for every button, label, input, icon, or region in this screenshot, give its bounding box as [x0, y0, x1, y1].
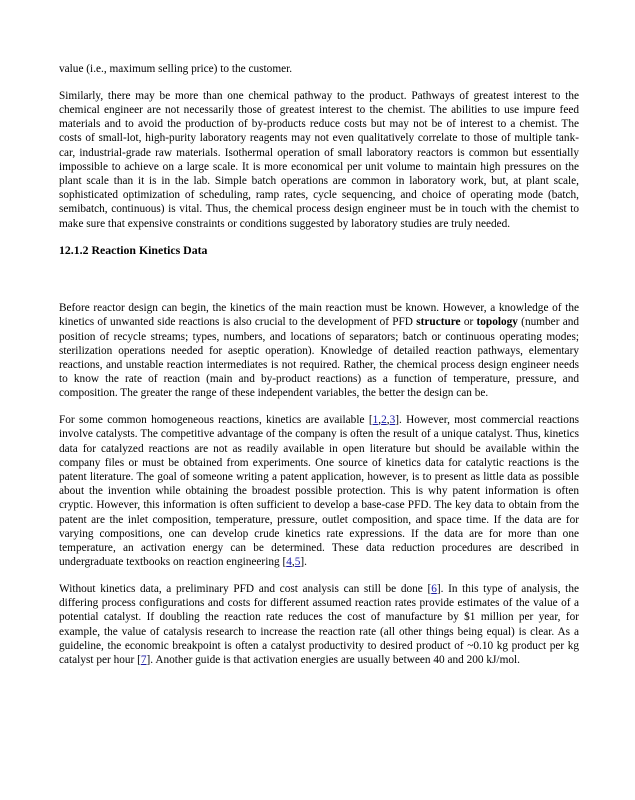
paragraph-kinetics-sources: [59, 413, 579, 569]
bold-term-structure: structure: [416, 316, 461, 329]
text-run: (number and position of recycle streams; types, numbers, and locations of separators; batch or continuous operating modes; sterilization operations needed for aseptic operation). Knowledge of detailed reaction pathways, elementary reactions, and unstable reaction intermediates is not required. Rather, the chemical process design engineer needs to know the rate of reaction (main and by-product reactions) as a function of temperature, pressure, and composition. The greater the range of these independent variables, the better the design can be.: [59, 316, 580, 400]
paragraph-continuation: value (i.e., maximum selling price) to the customer.: [59, 63, 293, 75]
reference-link-5[interactable]: 5: [294, 556, 301, 569]
text-run: ].: [300, 556, 307, 569]
text-run: ]. However, most commercial reactions involve catalysts. The competitive advantage of the company is often the result of a unique catalyst. Thus, kinetics data for catalyzed reactions are not as readily available in open literature but should be available within the company files or must be obtained from experiments. One source of kinetics data for catalytic reactions is the patent literature. The goal of someone writing a patent application, however, is to present as little data as possible about the invention while obtaining the broadest possible protection. This is why patent information is often cryptic. However, this information is often sufficient to develop a base-case PFD. The key data to obtain from the patent are the inlet composition, temperature, pressure, outlet composition, and space time. If the data are for varying compositions, one can develop crude kinetics rate expressions. If the data are for more than one temperature, an activation energy can be determined. These data reduction procedures are described in undergraduate textbooks on reaction engineering [: [59, 414, 579, 569]
text-run: ]. Another guide is that activation energies are usually between 40 and 200 kJ/mol.: [146, 653, 520, 666]
text-run: For some common homogeneous reactions, kinetics are available [: [59, 414, 373, 427]
reference-link-6[interactable]: 6: [431, 582, 437, 595]
reference-link-2[interactable]: 2: [381, 414, 387, 427]
document-page: [59, 62, 579, 680]
text-run: Without kinetics data, a preliminary PFD and cost analysis can still be done [: [59, 582, 432, 595]
text-run: ]. In this type of analysis, the differing process configurations and costs for different assumed reaction rates provide estimates of the value of a potential catalyst. If doubling the reaction rate reduces the cost of manufacture by $1 million per year, for example, the value of catalysis research to increase the reaction rate (all other things being equal) is clear. As a guideline, the economic breakpoint is often a catalyst productivity to desired product of ~0.10 kg product per kg catalyst per hour [: [59, 582, 579, 666]
text-run: or: [460, 316, 477, 329]
reference-link-3[interactable]: 3: [389, 414, 396, 427]
text-run: ,: [386, 414, 390, 427]
text-run: ,: [378, 414, 382, 427]
paragraph-kinetics-intro: [59, 301, 579, 400]
reference-link-7[interactable]: 7: [140, 653, 147, 666]
paragraph-without-kinetics: [59, 582, 579, 667]
reference-link-1[interactable]: 1: [372, 414, 379, 427]
text-run: Before reactor design can begin, the kinetics of the main reaction must be known. However, a knowledge of the kinetics of unwanted side reactions is also crucial to the development of PFD: [59, 302, 579, 329]
section-heading: 12.1.2 Reaction Kinetics Data: [59, 243, 208, 258]
paragraph-chemical-pathways: Similarly, there may be more than one chemical pathway to the product. Pathways of greatest interest to the chemical engineer are not necessarily those of greatest interest to the chemist. The abilities to use impure feed materials and to avoid the production of by-products reduce costs but may not be of interest to a chemist. The costs of small-lot, high-purity laboratory reagents may not even qualitatively correlate to those of multiple tank-car, industrial-grade raw materials. Isothermal operation of small laboratory reactors is common but essentially impossible to achieve on a large scale. It is more economical per unit volume to maintain high pressures on the plant scale than it is in the lab. Simple batch operations are common in laboratory work, but, at plant scale, sophisticated optimization of scheduling, ramp rates, cycle sequencing, and choice of operating mode (batch, semibatch, continuous) is vital. Thus, the chemical process design engineer must be in touch with the chemist to make sure that expensive constraints or conditions suggested by laboratory studies are truly needed.: [59, 89, 579, 230]
bold-term-topology: topology: [476, 316, 518, 329]
text-run: ,: [291, 556, 295, 569]
reference-link-4[interactable]: 4: [286, 556, 292, 569]
